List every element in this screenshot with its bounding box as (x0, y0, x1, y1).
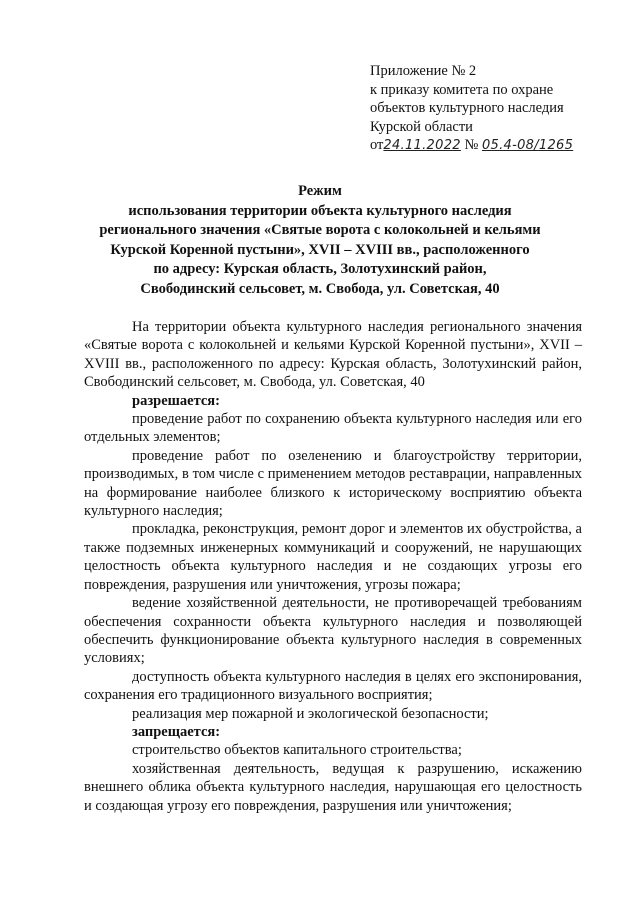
appendix-date-line (370, 136, 620, 156)
forbidden-label: запрещается: (132, 723, 221, 740)
appendix-committee-line: объектов культурного наследия (370, 100, 564, 116)
appendix-region-line: Курской области (370, 118, 473, 135)
allowed-item: проведение работ по озеленению и благоустройству территории, производимых, в том числе с применением методов реставрации, направленных на формирование наиболее близкого к историческому восприятию объекта культурного наследия; (84, 447, 582, 520)
allowed-item: прокладка, реконструкция, ремонт дорог и элементов их обустройства, а также подземных инженерных коммуникаций и сооружений, не нарушающих целостность объекта культурного наследия и не создающих угрозы его повреждения, разрушения или уничтожения, угрозы пожара; (84, 521, 582, 593)
number-sign: № (464, 137, 479, 153)
title-line-3: регионального значения «Святые ворота с колокольней и кельями (99, 222, 541, 238)
allowed-item: доступность объекта культурного наследия в целях его экспонирования, сохранения его традиционного визуального восприятия; (84, 668, 582, 704)
title-line-4: Курской Коренной пустыни», XVII – XVIII вв., расположенного (110, 241, 530, 258)
forbidden-item: строительство объектов капитального строительства; (132, 742, 462, 759)
title-line-5: по адресу: Курская область, Золотухинский район, (153, 261, 487, 277)
handwritten-number: 05.4-08/1265 (481, 138, 574, 153)
appendix-title: Приложение № 2 (370, 63, 477, 79)
title-line-1: Режим (298, 183, 342, 199)
title-line-6: Свободинский сельсовет, м. Свобода, ул. Советская, 40 (140, 280, 500, 297)
appendix-header (370, 62, 620, 156)
document-body (84, 318, 582, 815)
appendix-order-line: к приказу комитета по охране (370, 81, 554, 98)
allowed-item: ведение хозяйственной деятельности, не противоречащей требованиям обеспечения сохранности объекта культурного наследия и позволяющей обеспечить функционирование объекта культурного наследия в современных условиях; (84, 595, 582, 667)
handwritten-date: 24.11.2022 (383, 138, 461, 153)
allowed-item: реализация мер пожарной и экологической безопасности; (132, 705, 489, 722)
date-prefix: от (370, 137, 384, 153)
document-title (90, 182, 550, 299)
allowed-label: разрешается: (132, 392, 220, 409)
intro-paragraph: На территории объекта культурного наследия регионального значения «Святые ворота с колокольней и кельями Курской Коренной пустыни», XVII – XVIII вв., расположенного по адресу: Курская область, Золотухинский район, Свободинский сельсовет, м. Свобода, ул. Советская, 40 (84, 319, 582, 391)
forbidden-item: хозяйственная деятельность, ведущая к разрушению, искажению внешнего облика объекта культурного наследия, нарушающая его целостность и создающая угрозу его повреждения, разрушения или уничтожения; (84, 760, 582, 814)
allowed-item: проведение работ по сохранению объекта культурного наследия или его отдельных элементов; (84, 411, 582, 446)
title-line-2: использования территории объекта культурного наследия (128, 202, 512, 219)
